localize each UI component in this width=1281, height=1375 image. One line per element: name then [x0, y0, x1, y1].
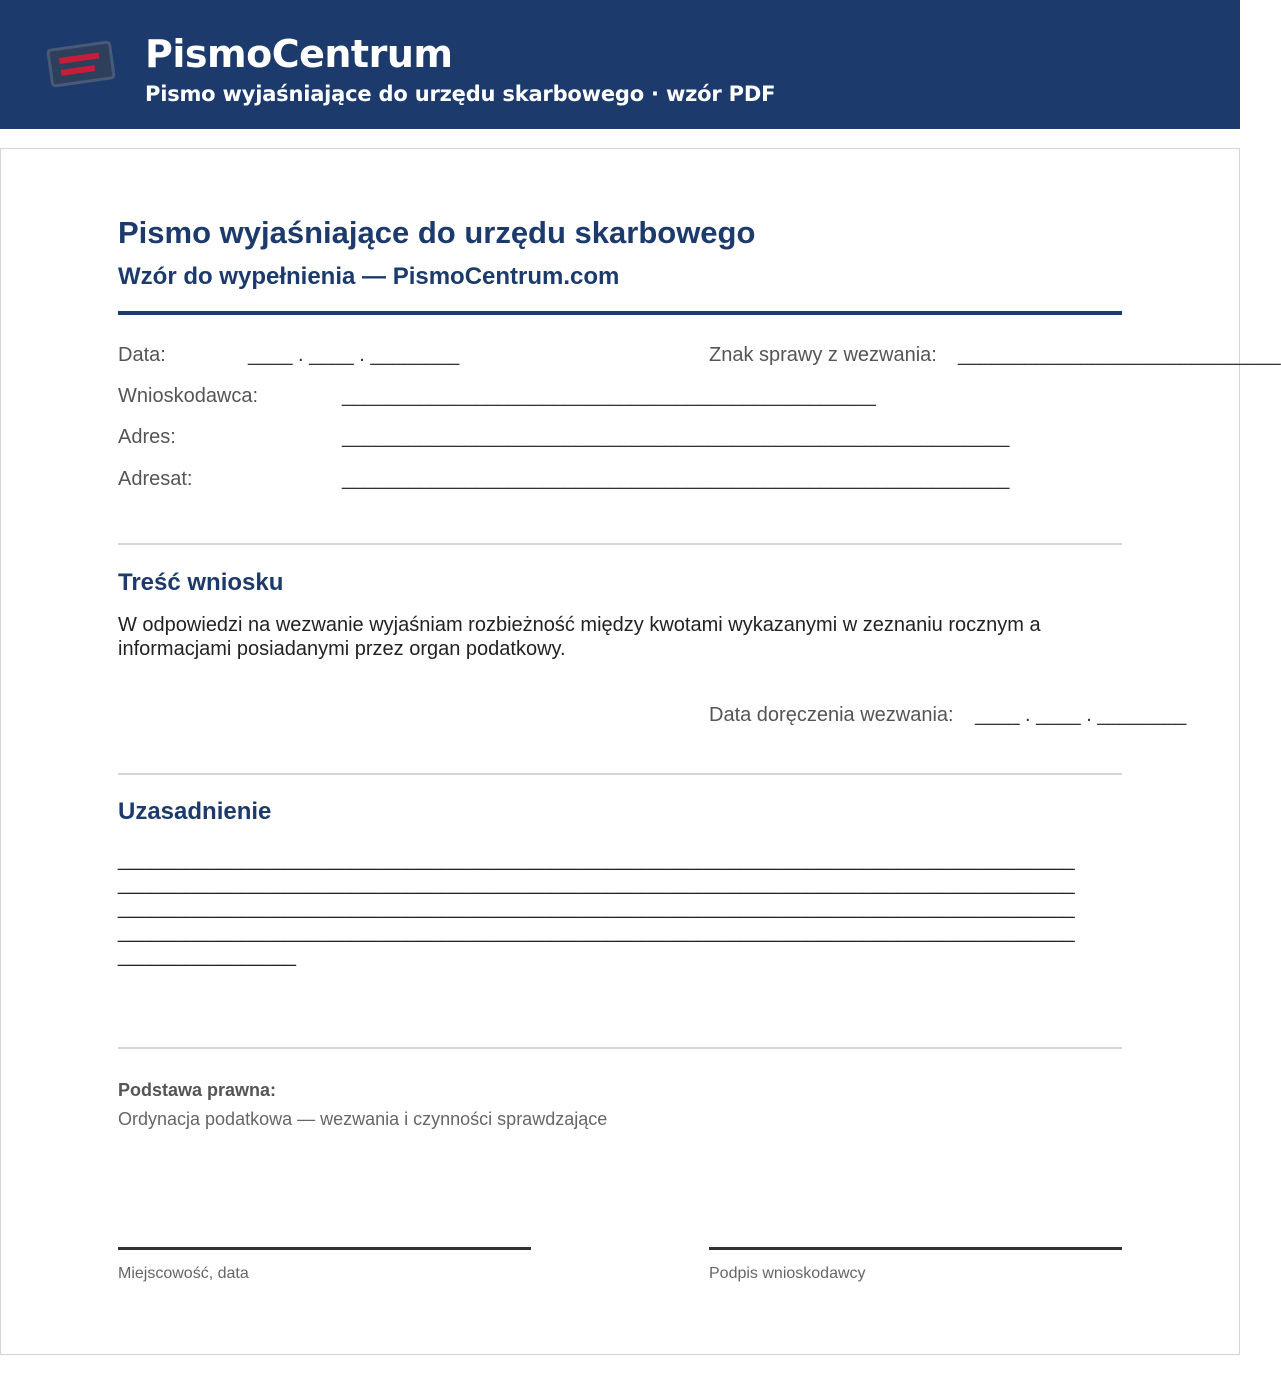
justification-line[interactable]: ______________________________________________________________________________________ — [118, 897, 1075, 919]
applicant-label: Wnioskodawca: — [118, 385, 259, 407]
brand-name[interactable]: PismoCentrum — [145, 32, 453, 76]
delivery-date-label: Data doręczenia wezwania: — [709, 704, 954, 726]
recipient-label: Adresat: — [118, 468, 193, 490]
section-divider — [118, 773, 1122, 775]
site-header — [0, 0, 1240, 129]
applicant-field[interactable]: ________________________________________________ — [342, 385, 876, 407]
document-subtitle: Wzór do wypełnienia — PismoCentrum.com — [118, 263, 620, 290]
justification-line[interactable]: ______________________________________________________________________________________ — [118, 849, 1075, 871]
place-date-caption: Miejscowość, data — [118, 1265, 249, 1282]
justification-line[interactable]: ________________ — [118, 945, 296, 967]
recipient-field[interactable]: ____________________________________________________________ — [342, 468, 1010, 490]
legal-basis-heading: Podstawa prawna: — [118, 1080, 277, 1100]
request-text: W odpowiedzi na wezwanie wyjaśniam rozbieżność między kwotami wykazanymi w zeznaniu rocznym a informacjami posiadanymi przez organ podatkowy. — [118, 614, 1041, 660]
justification-heading: Uzasadnienie — [118, 798, 272, 825]
title-divider — [118, 311, 1122, 315]
address-field[interactable]: ____________________________________________________________ — [342, 426, 1010, 448]
date-label: Data: — [118, 344, 166, 366]
document-title: Pismo wyjaśniające do urzędu skarbowego — [118, 215, 756, 250]
legal-basis-text: Ordynacja podatkowa — wezwania i czynności sprawdzające — [118, 1109, 608, 1129]
justification-line[interactable]: ______________________________________________________________________________________ — [118, 921, 1075, 943]
justification-line[interactable]: ______________________________________________________________________________________ — [118, 873, 1075, 895]
date-field[interactable]: ____ . ____ . ________ — [248, 344, 460, 366]
section-divider — [118, 543, 1122, 545]
signature-line[interactable] — [709, 1247, 1122, 1250]
address-label: Adres: — [118, 426, 176, 448]
request-heading: Treść wniosku — [118, 569, 284, 596]
delivery-date-field[interactable]: ____ . ____ . ________ — [975, 704, 1187, 726]
document-page — [0, 148, 1240, 1355]
place-date-line[interactable] — [118, 1247, 531, 1250]
section-divider — [118, 1047, 1122, 1049]
letter-form-icon — [46, 40, 116, 88]
header-subtitle: Pismo wyjaśniające do urzędu skarbowego · wzór PDF — [145, 82, 776, 106]
case-ref-field[interactable]: _____________________________ — [958, 344, 1281, 366]
case-ref-label: Znak sprawy z wezwania: — [709, 344, 937, 366]
signature-caption: Podpis wnioskodawcy — [709, 1265, 866, 1282]
